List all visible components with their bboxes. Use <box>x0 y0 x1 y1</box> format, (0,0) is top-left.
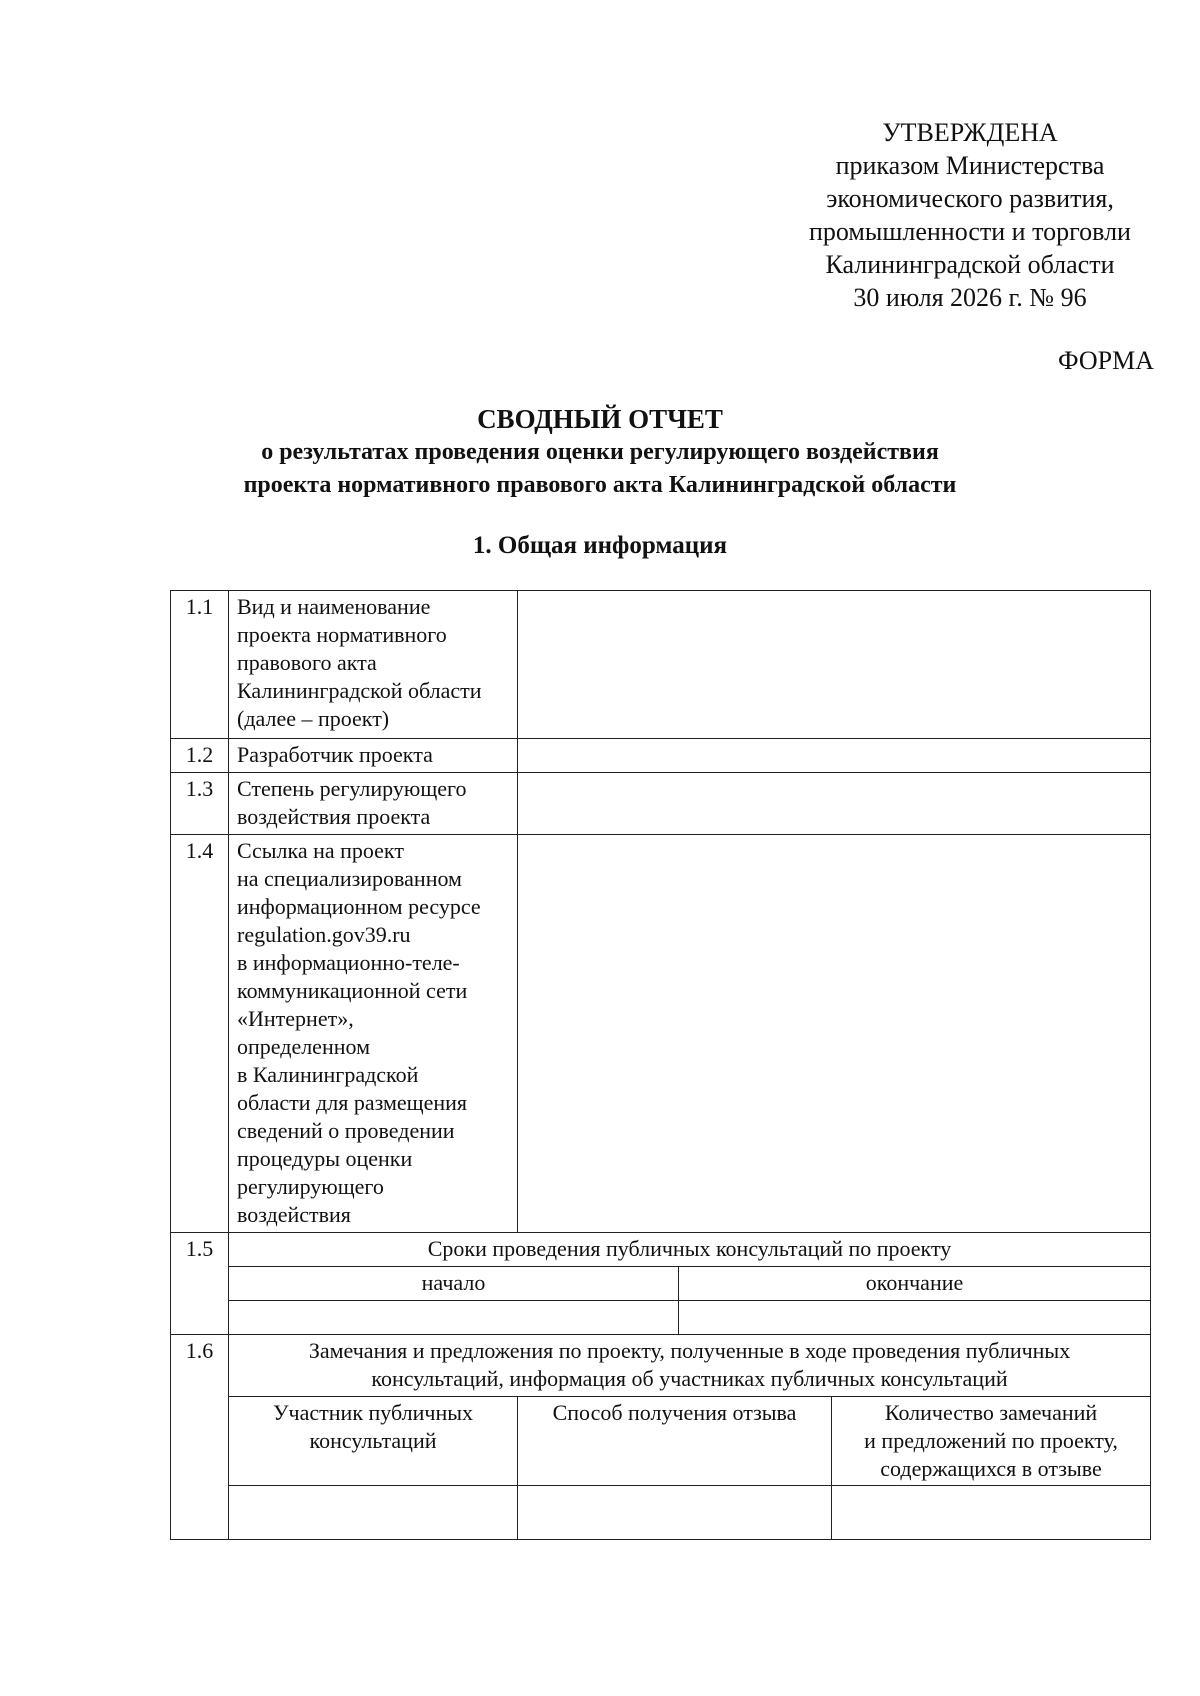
approval-line: приказом Министерства <box>835 151 1105 180</box>
table-row <box>171 1233 1151 1267</box>
consultation-period-header: Сроки проведения публичных консультаций по проекту <box>229 1233 1151 1267</box>
row-number: 1.5 <box>171 1233 229 1335</box>
approval-line: УТВЕРЖДЕНА <box>882 118 1058 147</box>
table-row <box>171 1335 1151 1397</box>
comments-header: Замечания и предложения по проекту, полученные в ходе проведения публичных консультаций, информация об участниках публичных консультаций <box>229 1335 1151 1397</box>
approval-line: 30 июля 2026 г. № 96 <box>853 283 1087 312</box>
table-row <box>171 835 1151 1233</box>
table-row <box>171 739 1151 773</box>
table-row <box>171 1267 1151 1301</box>
row-number: 1.6 <box>171 1335 229 1540</box>
general-info-table <box>170 590 1151 1540</box>
row-number: 1.2 <box>171 739 229 773</box>
table-row <box>171 591 1151 739</box>
approval-line: Калининградской области <box>825 250 1115 279</box>
row-value-cell[interactable] <box>518 591 1151 739</box>
row-label: Степень регулирующего воздействия проекта <box>229 773 518 835</box>
method-cell[interactable] <box>518 1486 832 1540</box>
title-main: СВОДНЫЙ ОТЧЕТ <box>477 404 723 434</box>
approval-line: промышленности и торговли <box>809 217 1131 246</box>
table-row <box>171 773 1151 835</box>
table-row <box>171 1397 1151 1486</box>
row-value-cell[interactable] <box>518 739 1151 773</box>
approval-line: экономического развития, <box>826 184 1114 213</box>
participant-cell[interactable] <box>229 1486 518 1540</box>
start-date-cell[interactable] <box>229 1301 679 1335</box>
row-value-cell[interactable] <box>518 773 1151 835</box>
row-label: Ссылка на проект на специализированном информационном ресурсе regulation.gov39.ru в информационно-теле- коммуникационной сети «Интернет», определенном в Калининградской области для размещения сведений о проведении процедуры оценки регулирующего воздействия <box>229 835 518 1233</box>
participant-column-header: Участник публичных консультаций <box>229 1397 518 1486</box>
row-number: 1.1 <box>171 591 229 739</box>
count-cell[interactable] <box>832 1486 1151 1540</box>
row-value-cell[interactable] <box>518 835 1151 1233</box>
start-label: начало <box>229 1267 679 1301</box>
end-label: окончание <box>679 1267 1151 1301</box>
title-sub-2: проекта нормативного правового акта Калининградской области <box>243 472 957 498</box>
end-date-cell[interactable] <box>679 1301 1151 1335</box>
section-title: 1. Общая информация <box>472 532 728 559</box>
table-row <box>171 1486 1151 1540</box>
row-label: Вид и наименование проекта нормативного правового акта Калининградской области (далее – проект) <box>229 591 518 739</box>
title-sub-1: о результатах проведения оценки регулирующего воздействия <box>261 439 939 465</box>
table-row <box>171 1301 1151 1335</box>
approval-stamp <box>780 116 1160 314</box>
row-number: 1.4 <box>171 835 229 1233</box>
method-column-header: Способ получения отзыва <box>518 1397 832 1486</box>
count-column-header: Количество замечаний и предложений по проекту, содержащихся в отзыве <box>832 1397 1151 1486</box>
row-label: Разработчик проекта <box>229 739 518 773</box>
form-label: ФОРМА <box>1058 346 1154 375</box>
document-title <box>150 402 1050 502</box>
row-number: 1.3 <box>171 773 229 835</box>
